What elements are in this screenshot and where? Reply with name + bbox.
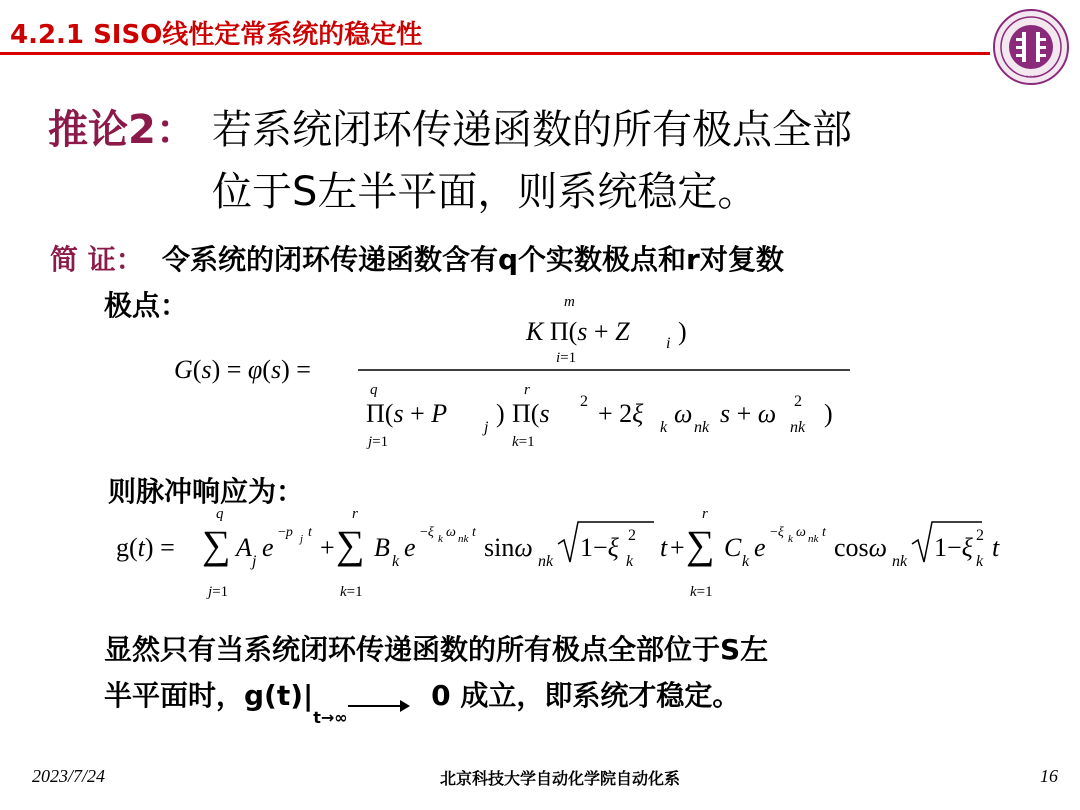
- svg-text:2: 2: [976, 527, 984, 544]
- svg-text:nk: nk: [790, 419, 806, 436]
- transfer-function-formula: [170, 286, 860, 456]
- svg-text:j=1: j=1: [368, 434, 389, 450]
- footer-date: 2023/7/24: [32, 766, 106, 786]
- svg-text:∑: ∑: [686, 522, 715, 567]
- svg-text:k: k: [392, 553, 400, 570]
- svg-text:nk: nk: [892, 553, 908, 570]
- svg-text:k: k: [788, 533, 793, 545]
- svg-text:k: k: [660, 419, 668, 436]
- svg-text:k: k: [976, 553, 984, 570]
- svg-text:q: q: [216, 506, 224, 522]
- svg-text:G(s) = φ(s) =: G(s) = φ(s) =: [174, 355, 311, 384]
- conclusion-text-a: 半平面时，g(t)|: [104, 679, 314, 712]
- svg-text:A: A: [236, 533, 252, 562]
- title-underline: [0, 52, 990, 55]
- svg-text:+ 2ξ: + 2ξ: [598, 399, 644, 428]
- svg-text:r: r: [524, 382, 530, 398]
- svg-text:e: e: [754, 533, 766, 562]
- svg-text:): ): [496, 399, 505, 428]
- corollary-line-2: 位于S左半平面，则系统稳定。: [212, 169, 758, 215]
- svg-text:j=1: j=1: [208, 584, 229, 600]
- svg-text:k=1: k=1: [340, 584, 363, 600]
- svg-text:+: +: [670, 533, 685, 562]
- svg-text:−ξ: −ξ: [770, 525, 784, 540]
- svg-text:t: t: [472, 525, 476, 540]
- svg-text:t: t: [308, 525, 312, 540]
- page-number: 16: [1040, 766, 1058, 786]
- svg-text:m: m: [564, 294, 575, 310]
- slide-title: 4.2.1 SISO线性定常系统的稳定性: [10, 20, 423, 50]
- svg-text:B: B: [374, 533, 390, 562]
- proof-line-1: 令系统的闭环传递函数含有q个实数极点和r对复数: [162, 243, 784, 276]
- svg-text:i: i: [666, 335, 671, 352]
- svg-text:1−ξ: 1−ξ: [934, 533, 973, 562]
- svg-text:): ): [824, 399, 833, 428]
- svg-text:j: j: [252, 553, 257, 570]
- svg-text:j: j: [484, 419, 489, 436]
- svg-text:t: t: [822, 525, 826, 540]
- svg-text:k: k: [438, 533, 443, 545]
- svg-text:q: q: [370, 382, 378, 398]
- limit-subscript: t→∞: [313, 708, 348, 727]
- svg-text:r: r: [702, 506, 708, 522]
- conclusion-line-1: 显然只有当系统闭环传递函数的所有极点全部位于S左: [104, 633, 769, 666]
- university-seal-icon: [992, 8, 1070, 86]
- svg-text:Π(s: Π(s: [512, 399, 550, 428]
- impulse-response-formula: [114, 504, 1014, 604]
- conclusion-text-b: 0 成立，即系统才稳定。: [431, 679, 741, 712]
- svg-text:ω: ω: [674, 399, 693, 428]
- svg-text:2: 2: [580, 393, 588, 410]
- svg-text:): ): [678, 317, 687, 346]
- svg-text:k=1: k=1: [690, 584, 713, 600]
- svg-text:ω: ω: [796, 525, 806, 540]
- svg-text:∑: ∑: [202, 522, 231, 567]
- svg-text:cosω: cosω: [834, 533, 888, 562]
- svg-text:nk: nk: [694, 419, 710, 436]
- impulse-response-label: 则脉冲响应为：: [108, 475, 305, 508]
- proof-label: 简 证：: [50, 243, 144, 276]
- svg-text:nk: nk: [808, 533, 819, 545]
- svg-text:t: t: [660, 533, 668, 562]
- svg-text:Π(s + P: Π(s + P: [366, 399, 448, 428]
- svg-text:sinω: sinω: [484, 533, 533, 562]
- proof-line-2: 极点：: [104, 289, 189, 322]
- svg-text:i=1: i=1: [556, 350, 577, 366]
- svg-text:ω: ω: [446, 525, 456, 540]
- svg-text:k=1: k=1: [512, 434, 535, 450]
- svg-text:2: 2: [628, 527, 636, 544]
- svg-text:g(t) =: g(t) =: [116, 533, 175, 562]
- svg-text:∑: ∑: [336, 522, 365, 567]
- limit-block: [313, 690, 411, 727]
- conclusion-line-2: [104, 674, 741, 727]
- svg-text:−ξ: −ξ: [420, 525, 434, 540]
- svg-text:k: k: [626, 553, 634, 570]
- svg-text:s + ω: s + ω: [720, 399, 777, 428]
- svg-text:1−ξ: 1−ξ: [580, 533, 619, 562]
- svg-text:nk: nk: [458, 533, 469, 545]
- svg-text:−p: −p: [278, 525, 293, 540]
- svg-text:k: k: [742, 553, 750, 570]
- right-arrow-icon: [348, 692, 412, 722]
- svg-text:K Π(s + Z: K Π(s + Z: [526, 317, 630, 346]
- svg-text:r: r: [352, 506, 358, 522]
- svg-text:e: e: [404, 533, 416, 562]
- svg-text:2: 2: [794, 393, 802, 410]
- svg-text:e: e: [262, 533, 274, 562]
- corollary-line-1: 若系统闭环传递函数的所有极点全部: [212, 107, 852, 153]
- svg-text:t: t: [992, 533, 1000, 562]
- svg-text:C: C: [724, 533, 742, 562]
- svg-text:· · · · ·: · · · · ·: [1022, 73, 1040, 80]
- svg-text:nk: nk: [538, 553, 554, 570]
- corollary-label: 推论2：: [48, 107, 196, 153]
- svg-text:+: +: [320, 533, 335, 562]
- footer-school: 北京科技大学自动化学院自动化系: [440, 769, 681, 788]
- svg-text:j: j: [300, 533, 304, 545]
